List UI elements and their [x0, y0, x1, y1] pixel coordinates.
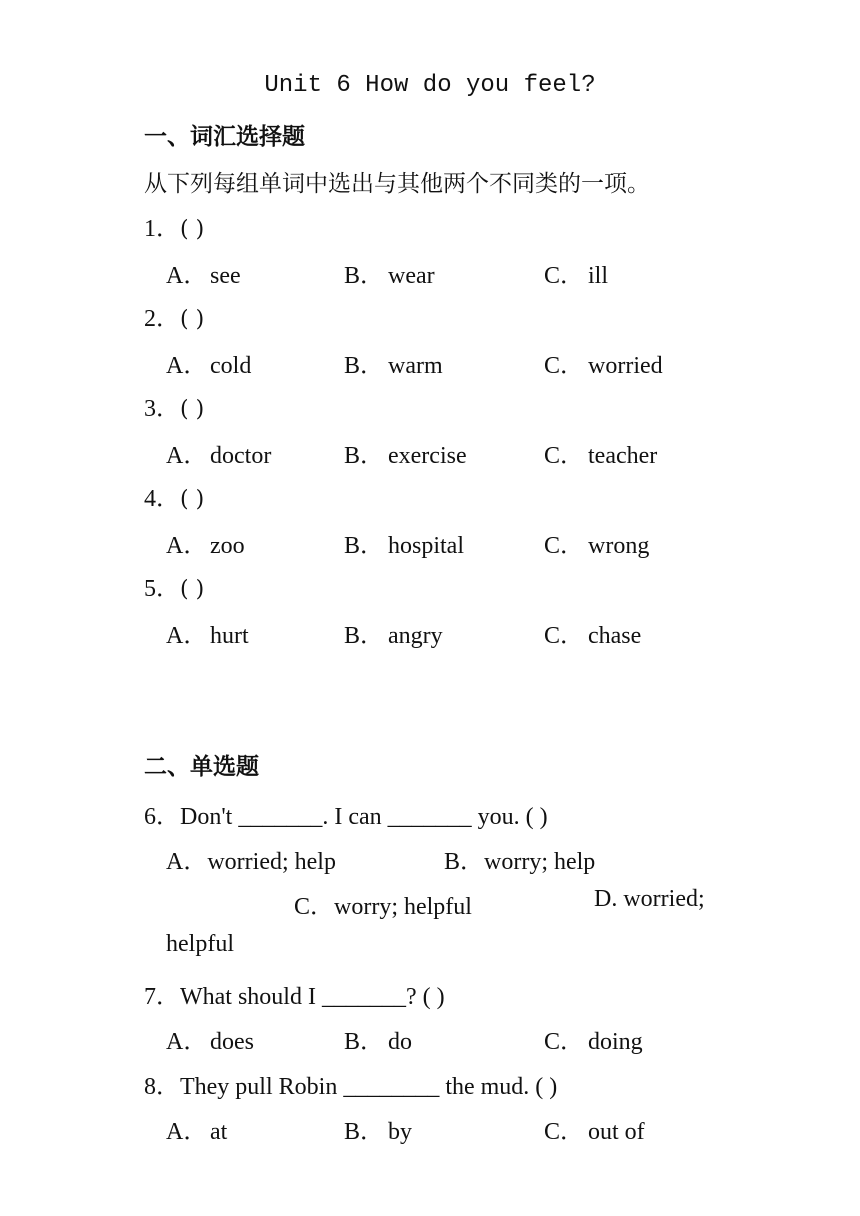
option-letter: B．: [344, 443, 385, 469]
page-title: Unit 6 How do you feel?: [264, 72, 596, 99]
question-5-option-c: [544, 615, 641, 650]
answer-paren: ( ): [180, 397, 205, 422]
question-8-stem: 8．They pull Robin ________ the mud. ( ): [144, 1074, 558, 1100]
question-2-option-b: [344, 345, 443, 380]
question-2-option-c: [544, 345, 663, 380]
question-number: 1．: [144, 216, 180, 242]
option-letter: C．: [544, 263, 585, 289]
option-letter: B．: [344, 1119, 385, 1145]
question-4-option-b: [344, 525, 464, 560]
option-text: do: [388, 1029, 412, 1055]
option-letter: C．: [544, 1119, 585, 1145]
option-text: by: [388, 1119, 412, 1145]
option-letter: B．: [344, 1029, 385, 1055]
question-number: 2．: [144, 306, 180, 332]
answer-paren: ( ): [180, 577, 205, 602]
question-3-option-c: [544, 435, 657, 470]
option-text: exercise: [388, 443, 467, 469]
option-text: ill: [588, 263, 609, 289]
option-letter: A．: [166, 443, 208, 469]
question-number: 3．: [144, 396, 180, 422]
option-text: does: [210, 1029, 254, 1055]
option-text: worried: [588, 353, 663, 379]
section1-heading: 一、词汇选择题: [144, 123, 305, 150]
option-letter: A．: [166, 263, 208, 289]
option-text: wrong: [588, 533, 650, 559]
option-text: warm: [388, 353, 443, 379]
question-1-number: [144, 208, 204, 243]
question-6-option-c: C．worry; helpful: [294, 894, 472, 920]
option-text: see: [210, 263, 241, 289]
option-letter: A．: [166, 1119, 208, 1145]
question-4-option-a: [166, 525, 245, 560]
option-letter: B．: [344, 263, 385, 289]
question-8-option-c: [544, 1111, 645, 1146]
question-6-option-d-continued: helpful: [166, 931, 234, 957]
option-letter: A．: [166, 623, 208, 649]
option-text: angry: [388, 623, 443, 649]
option-text: zoo: [210, 533, 245, 559]
option-text: hospital: [388, 533, 464, 559]
option-letter: C．: [544, 443, 585, 469]
question-2-number: [144, 298, 204, 333]
answer-paren: ( ): [180, 217, 205, 242]
question-7-option-b: [344, 1021, 412, 1056]
option-letter: C．: [544, 353, 585, 379]
question-8-option-a: [166, 1111, 227, 1146]
option-text: cold: [210, 353, 252, 379]
option-letter: C．: [544, 533, 585, 559]
option-letter: B．: [344, 533, 385, 559]
option-letter: C．: [544, 1029, 585, 1055]
option-letter: C．: [544, 623, 585, 649]
question-1-option-b: [344, 255, 435, 290]
question-6-stem: 6．Don't _______. I can _______ you. ( ): [144, 804, 548, 830]
question-5-option-a: [166, 615, 249, 650]
option-letter: A．: [166, 353, 208, 379]
question-6-option-b: B．worry; help: [444, 849, 596, 875]
section2-heading: 二、单选题: [144, 753, 259, 780]
question-5-option-b: [344, 615, 443, 650]
option-text: hurt: [210, 623, 249, 649]
question-1-option-c: [544, 255, 608, 290]
option-letter: B．: [344, 623, 385, 649]
question-4-number: [144, 478, 204, 513]
option-text: wear: [388, 263, 435, 289]
answer-paren: ( ): [180, 307, 205, 332]
question-2-option-a: [166, 345, 251, 380]
question-6-option-d: D. worried;: [594, 886, 705, 912]
option-text: chase: [588, 623, 642, 649]
option-text: doctor: [210, 443, 272, 469]
option-text: out of: [588, 1119, 645, 1145]
option-text: doing: [588, 1029, 643, 1055]
question-7-option-a: [166, 1021, 254, 1056]
question-5-number: [144, 568, 204, 603]
question-6-option-a: A．worried; help: [166, 849, 336, 875]
option-text: at: [210, 1119, 228, 1145]
question-3-option-a: [166, 435, 271, 470]
option-letter: B．: [344, 353, 385, 379]
section1-instruction: 从下列每组单词中选出与其他两个不同类的一项。: [144, 171, 650, 197]
question-3-option-b: [344, 435, 467, 470]
option-letter: A．: [166, 533, 208, 559]
question-number: 4．: [144, 486, 180, 512]
question-7-stem: 7．What should I _______? ( ): [144, 984, 445, 1010]
question-4-option-c: [544, 525, 649, 560]
question-number: 5．: [144, 576, 180, 602]
option-letter: A．: [166, 1029, 208, 1055]
question-1-option-a: [166, 255, 241, 290]
question-3-number: [144, 388, 204, 423]
question-7-option-c: [544, 1021, 643, 1056]
answer-paren: ( ): [180, 487, 205, 512]
option-text: teacher: [588, 443, 658, 469]
question-8-option-b: [344, 1111, 412, 1146]
